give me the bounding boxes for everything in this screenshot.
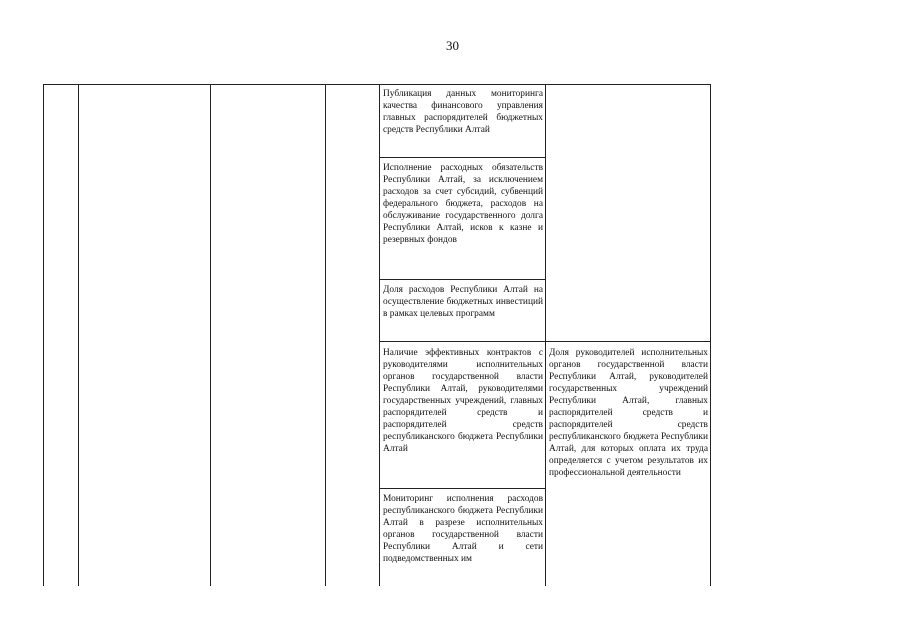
column-divider-4: [379, 84, 380, 586]
indicator-cell: Наличие эффективных контрактов с руководителями исполнительных органов государственной власти Республики Алтай, руководителями государственных учреждений, главных распорядителей средств и распорядителей средств республиканского бюджета Республики Алтай: [383, 348, 543, 454]
indicator-cell: Публикация данных мониторинга качества финансового управления главных распорядителей бюджетных средств Республики Алтай: [383, 89, 543, 135]
indicator-cell: Мониторинг исполнения расходов республиканского бюджета Республики Алтай в разрезе исполнительных органов государственной власти Республики Алтай и сети подведомственных им: [383, 494, 543, 564]
column-divider-3: [325, 84, 326, 586]
indicator-cell: Доля расходов Республики Алтай на осуществление бюджетных инвестиций в рамках целевых программ: [383, 285, 543, 319]
row-divider-1: [379, 157, 546, 158]
table-border-top: [43, 84, 711, 85]
table-border-left: [43, 84, 44, 586]
column-divider-1: [78, 84, 79, 586]
result-cell: Доля руководителей исполнительных органов государственной власти Республики Алтай, руководителей государственных учреждений Республики Алтай, главных распорядителей средств и распорядителей средств республиканского бюджета Республики Алтай, для которых оплата их труда определяется с учетом результатов их профессиональной деятельности: [549, 348, 708, 478]
page-number: 30: [446, 38, 459, 53]
row-divider-3: [379, 341, 711, 342]
column-divider-2: [210, 84, 211, 586]
column-divider-5: [545, 84, 546, 586]
row-divider-2: [379, 279, 546, 280]
table-border-right: [710, 84, 711, 586]
row-divider-4: [379, 488, 546, 489]
indicator-cell: Исполнение расходных обязательств Республики Алтай, за исключением расходов за счет субсидий, субвенций федерального бюджета, расходов на обслуживание государственного долга Республики Алтай, исков к казне и резервных фондов: [383, 163, 543, 245]
